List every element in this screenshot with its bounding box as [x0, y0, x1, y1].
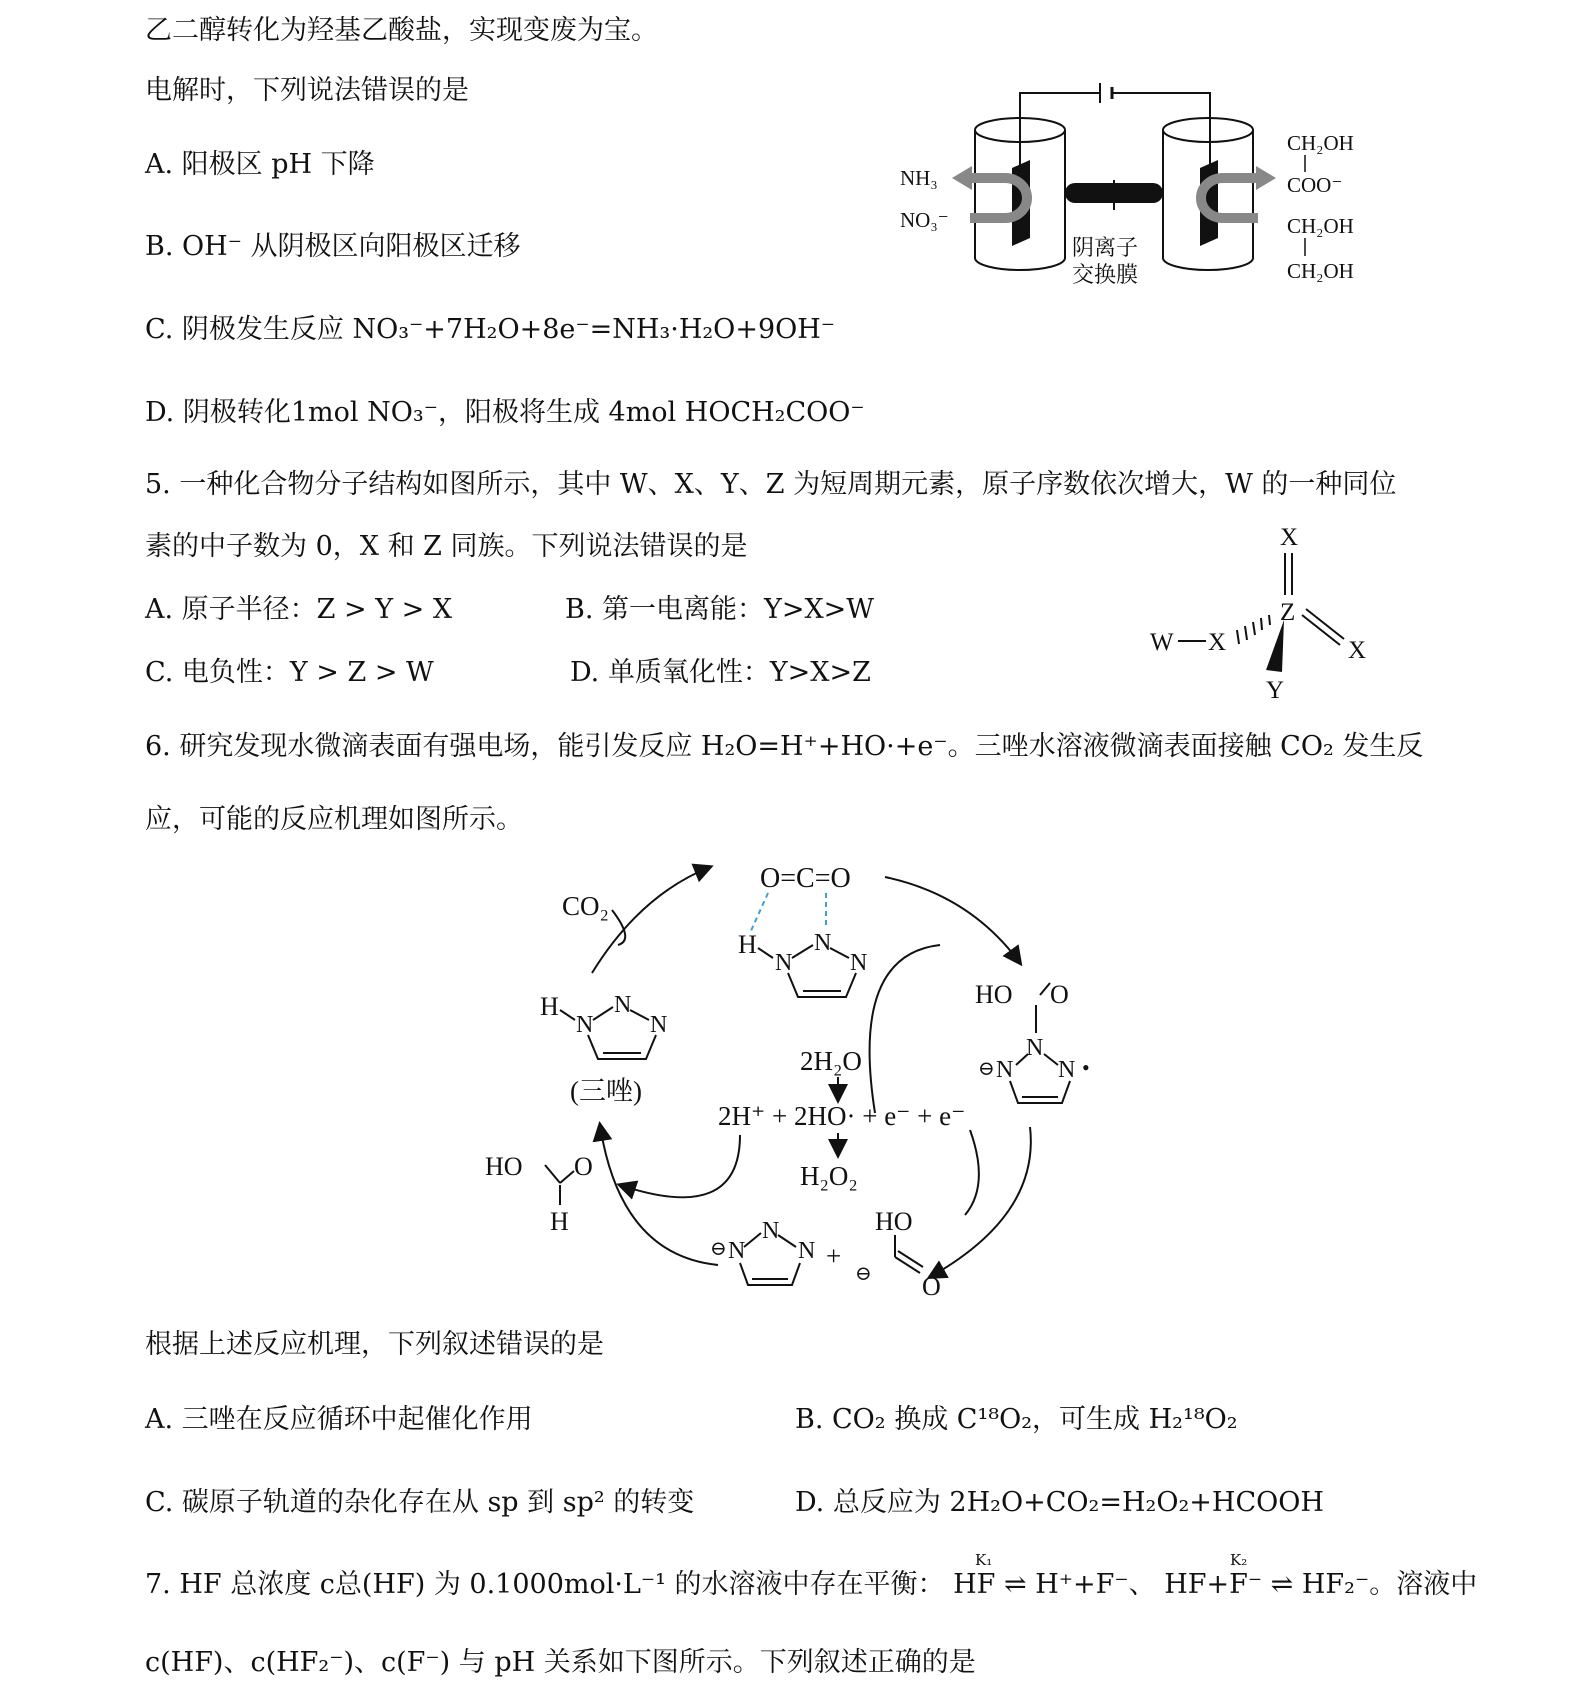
product-coo: COO⁻	[1287, 173, 1343, 197]
arrow-to-complex	[592, 867, 710, 973]
q5-option-d: D. 单质氧化性：Y>X>Z	[570, 657, 871, 688]
q6-option-a: A. 三唑在反应循环中起催化作用	[145, 1404, 533, 1435]
arrow-to-products	[930, 1127, 1031, 1277]
atom-z: Z	[1280, 599, 1296, 626]
arrow-to-formic	[620, 1135, 740, 1197]
oco-label: O=C=O	[760, 863, 851, 894]
q5-stem-1: 5. 一种化合物分子结构如图所示，其中 W、X、Y、Z 为短周期元素，原子序数依次增大，W 的一种同位	[145, 469, 1397, 500]
h2o-label: 2H₂O	[800, 1046, 862, 1076]
triazole-left	[540, 992, 667, 1059]
svg-text:O: O	[574, 1152, 593, 1181]
svg-text:O: O	[922, 1272, 941, 1301]
svg-text:N: N	[996, 1057, 1014, 1083]
formate	[855, 1207, 941, 1301]
molecule-figure	[1140, 520, 1380, 700]
q5-option-c: C. 电负性：Y > Z > W	[145, 657, 434, 688]
triazole-label: (三唑)	[570, 1076, 642, 1106]
svg-text:N: N	[1026, 1035, 1044, 1061]
intermediate-right	[975, 980, 1090, 1103]
plus-sign: +	[826, 1241, 842, 1271]
q4-option-b: B. OH⁻ 从阴极区向阳极区迁移	[145, 231, 521, 262]
svg-text:N: N	[850, 950, 868, 976]
q5-option-b: B. 第一电离能：Y>X>W	[565, 594, 875, 625]
formic-acid	[485, 1152, 593, 1236]
svg-text:N: N	[814, 930, 832, 956]
electrolysis-figure	[880, 80, 1400, 290]
no3-label: NO₃⁻	[900, 208, 949, 232]
svg-text:N: N	[798, 1238, 816, 1264]
q6-option-d: D. 总反应为 2H₂O+CO₂=H₂O₂+HCOOH	[795, 1487, 1324, 1518]
atom-x-left: X	[1208, 629, 1227, 656]
q6-stem-2: 应，可能的反应机理如图所示。	[145, 804, 523, 835]
svg-text:⊖: ⊖	[855, 1263, 872, 1285]
q7-stem-2: c(HF)、c(HF₂⁻)、c(F⁻) 与 pH 关系如下图所示。下列叙述正确的是	[145, 1647, 976, 1678]
svg-text:N: N	[728, 1238, 746, 1264]
svg-text:N: N	[762, 1218, 780, 1244]
q6-stem-1: 6. 研究发现水微滴表面有强电场，能引发反应 H₂O=H⁺+HO·+e⁻。三唑水溶液微滴表面接触 CO₂ 发生反	[145, 731, 1424, 762]
svg-text:HO: HO	[875, 1207, 913, 1236]
co2-label: CO₂	[562, 891, 609, 921]
center-equation: 2H⁺ + 2HO· + e⁻ + e⁻	[718, 1101, 966, 1131]
svg-text:N: N	[650, 1012, 668, 1038]
product-ch2oh: CH₂OH	[1287, 131, 1354, 155]
arrow-to-intermediate	[885, 877, 1020, 963]
svg-text:⊖: ⊖	[710, 1238, 727, 1260]
atom-x-top: X	[1280, 524, 1299, 551]
atom-y: Y	[1266, 677, 1285, 700]
h2o2-label: H₂O₂	[800, 1161, 858, 1191]
q7-k1: K₁	[975, 1551, 993, 1569]
atom-w: W	[1150, 629, 1174, 656]
q5-stem-2: 素的中子数为 0，X 和 Z 同族。下列说法错误的是	[145, 531, 748, 562]
intro-line-1: 乙二醇转化为羟基乙酸盐，实现变废为宝。	[145, 15, 658, 46]
reactant-ch2oh-2: CH₂OH	[1287, 259, 1354, 283]
membrane-label-2: 交换膜	[1072, 262, 1139, 287]
triazole-anion	[710, 1218, 815, 1285]
svg-text:N: N	[775, 950, 793, 976]
svg-text:N: N	[614, 992, 632, 1018]
q6-after: 根据上述反应机理，下列叙述错误的是	[145, 1329, 604, 1360]
triazole-top	[738, 930, 867, 997]
atom-x-right: X	[1348, 637, 1367, 664]
q4-option-a: A. 阳极区 pH 下降	[145, 149, 375, 180]
q6-option-c: C. 碳原子轨道的杂化存在从 sp 到 sp² 的转变	[145, 1487, 695, 1518]
svg-text:O: O	[1050, 980, 1069, 1009]
svg-text:N: N	[1058, 1057, 1076, 1083]
svg-text:H: H	[550, 1207, 569, 1236]
membrane-label-1: 阴离子	[1072, 235, 1139, 260]
q7-stem-1: 7. HF 总浓度 c总(HF) 为 0.1000mol·L⁻¹ 的水溶液中存在平衡： HF ⇌ H⁺+F⁻、 HF+F⁻ ⇌ HF₂⁻。溶液中	[145, 1569, 1478, 1600]
q6-option-b: B. CO₂ 换成 C¹⁸O₂，可生成 H₂¹⁸O₂	[795, 1404, 1238, 1435]
svg-text:N: N	[576, 1012, 594, 1038]
svg-text:⊖: ⊖	[978, 1058, 995, 1080]
svg-text:HO: HO	[485, 1152, 523, 1181]
q7-k2: K₂	[1230, 1551, 1248, 1569]
svg-text:H: H	[540, 992, 559, 1021]
svg-text:HO: HO	[975, 980, 1013, 1009]
intro-line-2: 电解时，下列说法错误的是	[145, 75, 469, 106]
nh3-label: NH₃	[900, 166, 938, 190]
svg-text:H: H	[738, 930, 757, 959]
svg-text:•: •	[1082, 1055, 1090, 1080]
q5-option-a: A. 原子半径：Z > Y > X	[145, 594, 453, 625]
mechanism-figure	[470, 855, 1150, 1305]
reactant-ch2oh-1: CH₂OH	[1287, 214, 1354, 238]
q4-option-d: D. 阴极转化1mol NO₃⁻，阳极将生成 4mol HOCH₂COO⁻	[145, 397, 865, 428]
q4-option-c: C. 阴极发生反应 NO₃⁻+7H₂O+8e⁻=NH₃·H₂O+9OH⁻	[145, 314, 836, 345]
